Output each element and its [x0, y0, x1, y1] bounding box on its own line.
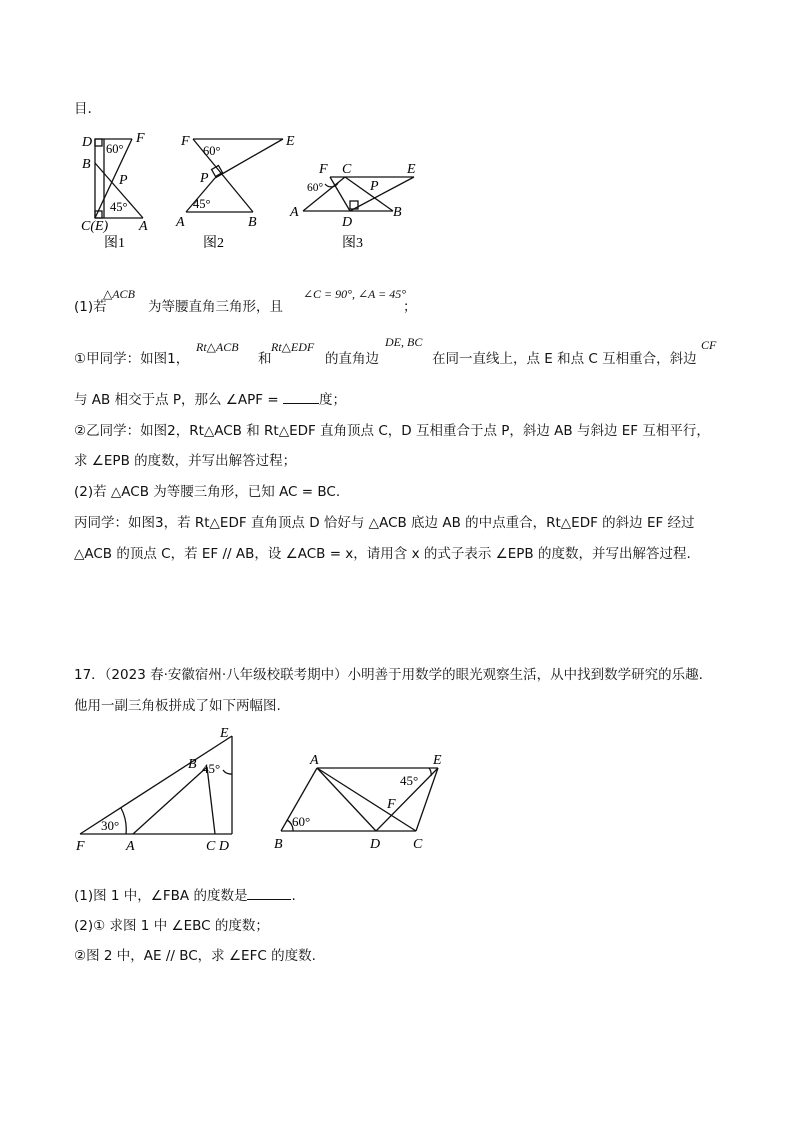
q17f1-arc-45 — [223, 770, 232, 774]
f3-line-cb — [345, 177, 393, 211]
q17-s1-text: (1)图 1 中，∠FBA 的度数是 — [74, 888, 248, 904]
f1-angle-60: 60° — [106, 142, 124, 156]
q16-p1-tri: △ACB — [103, 287, 135, 301]
f3-label-b: B — [393, 205, 402, 220]
q17f2-arc-45 — [429, 768, 431, 776]
q17f1-angle-45: 45° — [202, 761, 221, 776]
f3-label-a: A — [290, 205, 299, 220]
q16-p3 — [74, 391, 346, 409]
q17f1-label-cd: C D — [206, 839, 229, 850]
q16-p2-post: 在同一直线上，点 E 和点 C 互相重合，斜边 — [432, 351, 697, 367]
q17f2-label-b: B — [274, 837, 283, 850]
q16-p1-mid: 为等腰直角三角形，且 — [148, 299, 283, 315]
q17f1-label-b: B — [188, 757, 197, 772]
f2-angle-60: 60° — [203, 144, 221, 158]
f3-line-fd — [330, 177, 350, 211]
q17-s1 — [74, 887, 296, 905]
f1-label-b: B — [82, 157, 91, 172]
q16-p1-cond: ∠C = 90°, ∠A = 45° — [303, 287, 407, 301]
f1-label-f: F — [136, 131, 145, 146]
f1-angle-45: 45° — [110, 200, 128, 214]
f1-caption: 图1 — [104, 236, 125, 251]
f1-right-angle-d — [95, 139, 102, 146]
q16-p2-sides: DE, BC — [385, 335, 423, 349]
q17f1-label-f: F — [76, 839, 85, 850]
q16-p2-cf: CF — [701, 338, 717, 352]
q16-p6: (2)若 △ACB 为等腰三角形，已知 AC = BC. — [74, 484, 341, 500]
q17f1-arc-30 — [121, 808, 126, 834]
q17-s1-end: . — [291, 888, 296, 904]
q16-p1-pre: (1)若 — [74, 299, 107, 315]
q16-p2-pre: ①甲同学：如图1， — [74, 351, 190, 367]
q17f2-angle-45: 45° — [400, 773, 419, 788]
f2-label-b: B — [248, 215, 257, 230]
f2-label-p: P — [200, 171, 209, 186]
q16-p2-and: 和 — [258, 351, 272, 367]
q17-s2: (2)① 求图 1 中 ∠EBC 的度数； — [74, 918, 269, 934]
q17f2-angle-60: 60° — [292, 814, 311, 829]
top-fragment: 目. — [74, 101, 92, 117]
q17f2-label-c: C — [413, 837, 423, 850]
f1-label-ce: C(E) — [81, 219, 109, 234]
q17-s3: ②图 2 中，AE // BC，求 ∠EFC 的度数. — [74, 948, 316, 964]
f3-label-e: E — [407, 162, 416, 177]
f3-label-p: P — [370, 179, 379, 194]
f3-label-c: C — [342, 162, 352, 177]
f2-line-ep — [215, 139, 283, 178]
q17-figures — [0, 710, 800, 850]
q17f1-line-ab — [133, 767, 207, 834]
f1-label-d: D — [82, 135, 93, 150]
q17-line1: 17．（2023 春·安徽宿州·八年级校联考期中）小明善于用数学的眼光观察生活，从中找到数学研究的乐趣. — [74, 667, 703, 683]
q17f1-label-e: E — [220, 726, 229, 741]
q16-p1-end: ； — [403, 299, 417, 315]
f3-label-d: D — [342, 215, 353, 230]
q16-p8: △ACB 的顶点 C，若 EF // AB，设 ∠ACB = x，请用含 x 的式子表示 ∠EPB 的度数，并写出解答过程. — [74, 546, 691, 562]
f2-label-f: F — [181, 134, 190, 149]
q17-line2: 他用一副三角板拼成了如下两幅图. — [74, 698, 281, 714]
q17f2-label-f: F — [387, 797, 396, 812]
q17f2-label-e: E — [433, 753, 442, 768]
q17f2-line-ec — [416, 768, 438, 831]
f2-angle-45: 45° — [193, 197, 211, 211]
q16-p5: 求 ∠EPB 的度数，并写出解答过程； — [74, 453, 297, 469]
q16-p3-text: 与 AB 相交于点 P，那么 ∠APF = — [74, 392, 283, 408]
q17f1-label-a: A — [126, 839, 135, 850]
q16-p3-end: 度； — [318, 392, 346, 408]
f1-label-p: P — [119, 173, 128, 188]
q16-p7: 丙同学：如图3，若 Rt△EDF 直角顶点 D 恰好与 △ACB 底边 AB 的中点重合，Rt△EDF 的斜边 EF 经过 — [74, 515, 695, 531]
q17f2-label-a: A — [310, 753, 319, 768]
f3-angle-60: 60° — [307, 182, 324, 194]
f2-caption: 图2 — [203, 236, 224, 251]
q16-p3-blank[interactable] — [283, 403, 319, 404]
f2-label-a: A — [176, 215, 185, 230]
f3-line-de — [350, 177, 414, 211]
q17f2-label-d: D — [370, 837, 381, 850]
q17f1-angle-30: 30° — [101, 818, 120, 833]
f3-caption: 图3 — [342, 236, 363, 251]
q16-p2-rt1: Rt△ACB — [196, 340, 239, 354]
f2-label-e: E — [286, 134, 295, 149]
f3-label-f: F — [319, 162, 328, 177]
q17f1-line-bc — [207, 767, 215, 834]
q16-p2-rt2: Rt△EDF — [271, 340, 315, 354]
q16-p4: ②乙同学：如图2，Rt△ACB 和 Rt△EDF 直角顶点 C，D 互相重合于点 P，斜边 AB 与斜边 EF 互相平行， — [74, 423, 710, 439]
q16-p2-mid: 的直角边 — [325, 351, 379, 367]
q16-figures — [0, 0, 800, 260]
q17-s1-blank[interactable] — [247, 899, 291, 900]
f1-label-a: A — [139, 219, 148, 234]
